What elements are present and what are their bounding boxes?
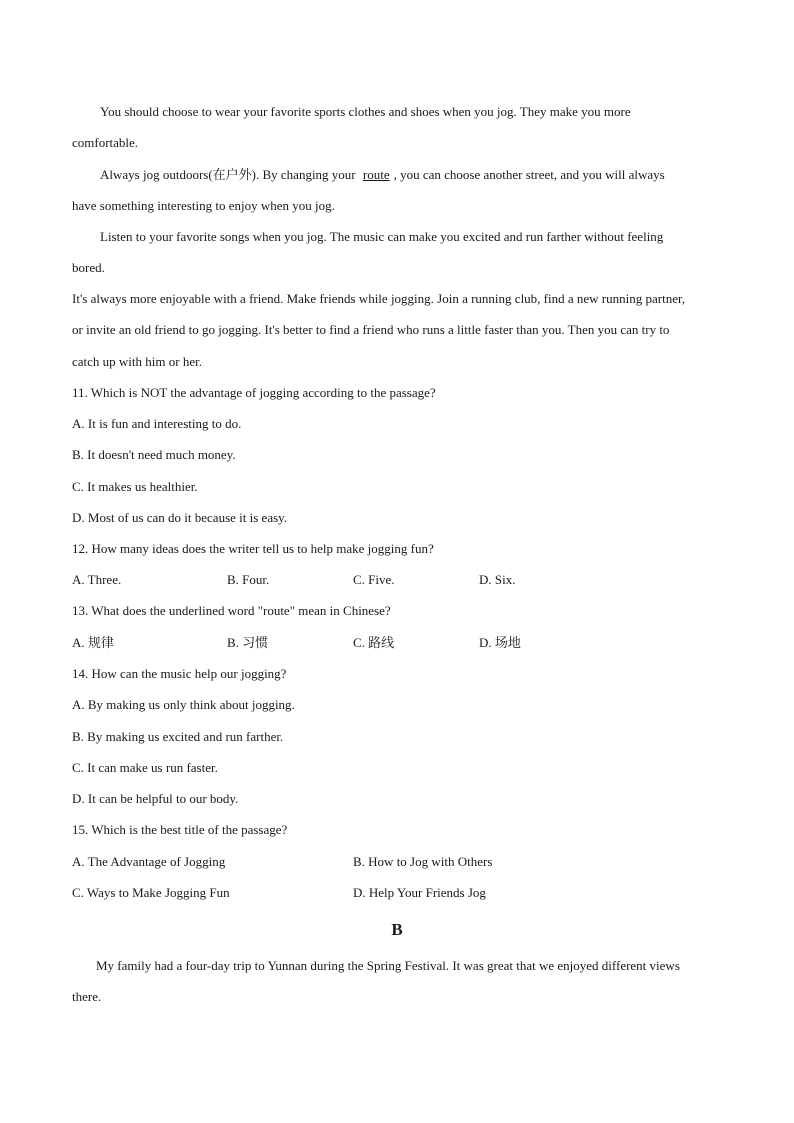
question-14-option-d: D. It can be helpful to our body. bbox=[72, 791, 239, 806]
paragraph-outdoors-line1 bbox=[100, 167, 665, 183]
question-13-option-c: C. 路线 bbox=[353, 635, 395, 650]
question-14-stem: 14. How can the music help our jogging? bbox=[72, 666, 287, 681]
paragraph-clothes-line1: You should choose to wear your favorite sports clothes and shoes when you jog. They make you more bbox=[100, 104, 631, 119]
section-b-paragraph-line1: My family had a four-day trip to Yunnan during the Spring Festival. It was great that we enjoyed different views bbox=[96, 958, 680, 973]
paragraph-friend-line3: catch up with him or her. bbox=[72, 354, 202, 369]
paragraph-music-line1: Listen to your favorite songs when you jog. The music can make you excited and run farther without feeling bbox=[100, 229, 664, 244]
paragraph-friend-line1: It's always more enjoyable with a friend. Make friends while jogging. Join a running club, find a new running partner, bbox=[72, 291, 686, 306]
question-15-option-b: B. How to Jog with Others bbox=[353, 854, 493, 869]
section-b-paragraph-line2: there. bbox=[72, 989, 102, 1004]
paragraph-outdoors-line2: have something interesting to enjoy when you jog. bbox=[72, 198, 335, 213]
question-11-option-a: A. It is fun and interesting to do. bbox=[72, 416, 242, 431]
paragraph-outdoors-text-a: Always jog outdoors(在户外). By changing your bbox=[100, 167, 356, 182]
question-12-option-b: B. Four. bbox=[227, 572, 270, 587]
question-15-stem: 15. Which is the best title of the passage? bbox=[72, 822, 288, 837]
paragraph-friend-line2: or invite an old friend to go jogging. It's better to find a friend who runs a little faster than you. Then you can try to bbox=[72, 322, 670, 337]
question-11-option-d: D. Most of us can do it because it is easy. bbox=[72, 510, 288, 525]
section-b-heading: B bbox=[391, 920, 403, 939]
paragraph-clothes-line2: comfortable. bbox=[72, 135, 139, 150]
question-14-option-b: B. By making us excited and run farther. bbox=[72, 729, 284, 744]
paragraph-music-line2: bored. bbox=[72, 260, 105, 275]
question-11-option-c: C. It makes us healthier. bbox=[72, 479, 198, 494]
question-12-option-d: D. Six. bbox=[479, 572, 516, 587]
question-11-stem: 11. Which is NOT the advantage of jogging according to the passage? bbox=[72, 385, 436, 400]
question-14-option-a: A. By making us only think about jogging. bbox=[72, 697, 295, 712]
paragraph-outdoors-text-b: , you can choose another street, and you will always bbox=[393, 167, 665, 182]
question-14-option-c: C. It can make us run faster. bbox=[72, 760, 218, 775]
question-12-option-c: C. Five. bbox=[353, 572, 395, 587]
question-15-option-c: C. Ways to Make Jogging Fun bbox=[72, 885, 230, 900]
question-13-option-b: B. 习惯 bbox=[227, 635, 269, 650]
underlined-word-route: route bbox=[362, 167, 390, 182]
question-13-option-d: D. 场地 bbox=[479, 635, 521, 650]
question-13-option-a: A. 规律 bbox=[72, 635, 114, 650]
question-12-option-a: A. Three. bbox=[72, 572, 122, 587]
question-15-option-a: A. The Advantage of Jogging bbox=[72, 854, 226, 869]
question-15-option-d: D. Help Your Friends Jog bbox=[353, 885, 486, 900]
question-13-stem: 13. What does the underlined word "route" mean in Chinese? bbox=[72, 603, 391, 618]
question-12-stem: 12. How many ideas does the writer tell us to help make jogging fun? bbox=[72, 541, 434, 556]
question-11-option-b: B. It doesn't need much money. bbox=[72, 447, 236, 462]
